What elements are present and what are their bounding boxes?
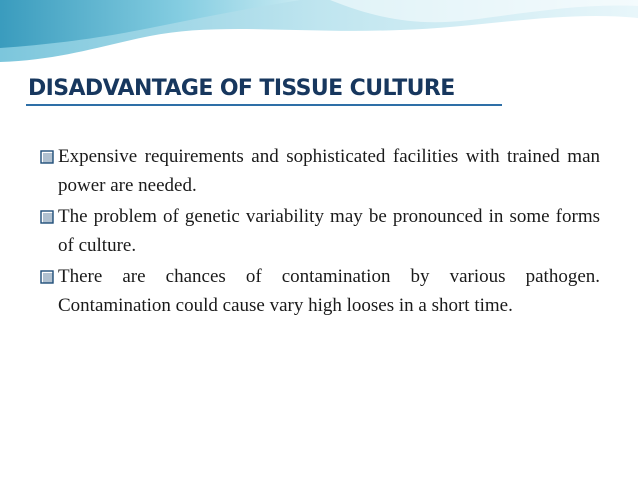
bullet-text-contamination: There are chances of contamination by various pathogen. Contamination could cause vary high looses in a short time.: [58, 266, 600, 316]
square-bullet-icon: [40, 270, 54, 284]
bullet-text-genetic-variability: The problem of genetic variability may be pronounced in some forms of culture.: [58, 206, 600, 256]
bullet-item-genetic-variability: [40, 202, 600, 260]
wave-header-decoration: [0, 0, 638, 70]
bullet-text-expensive: Expensive requirements and sophisticated facilities with trained man power are needed.: [58, 146, 600, 196]
square-bullet-icon: [40, 210, 54, 224]
square-bullet-icon: [40, 150, 54, 164]
title-underline: [26, 104, 502, 106]
slide-title: DISADVANTAGE OF TISSUE CULTURE: [28, 76, 455, 101]
bullet-item-expensive: [40, 142, 600, 200]
bullet-item-contamination: [40, 262, 600, 320]
bullet-list: [40, 142, 600, 322]
